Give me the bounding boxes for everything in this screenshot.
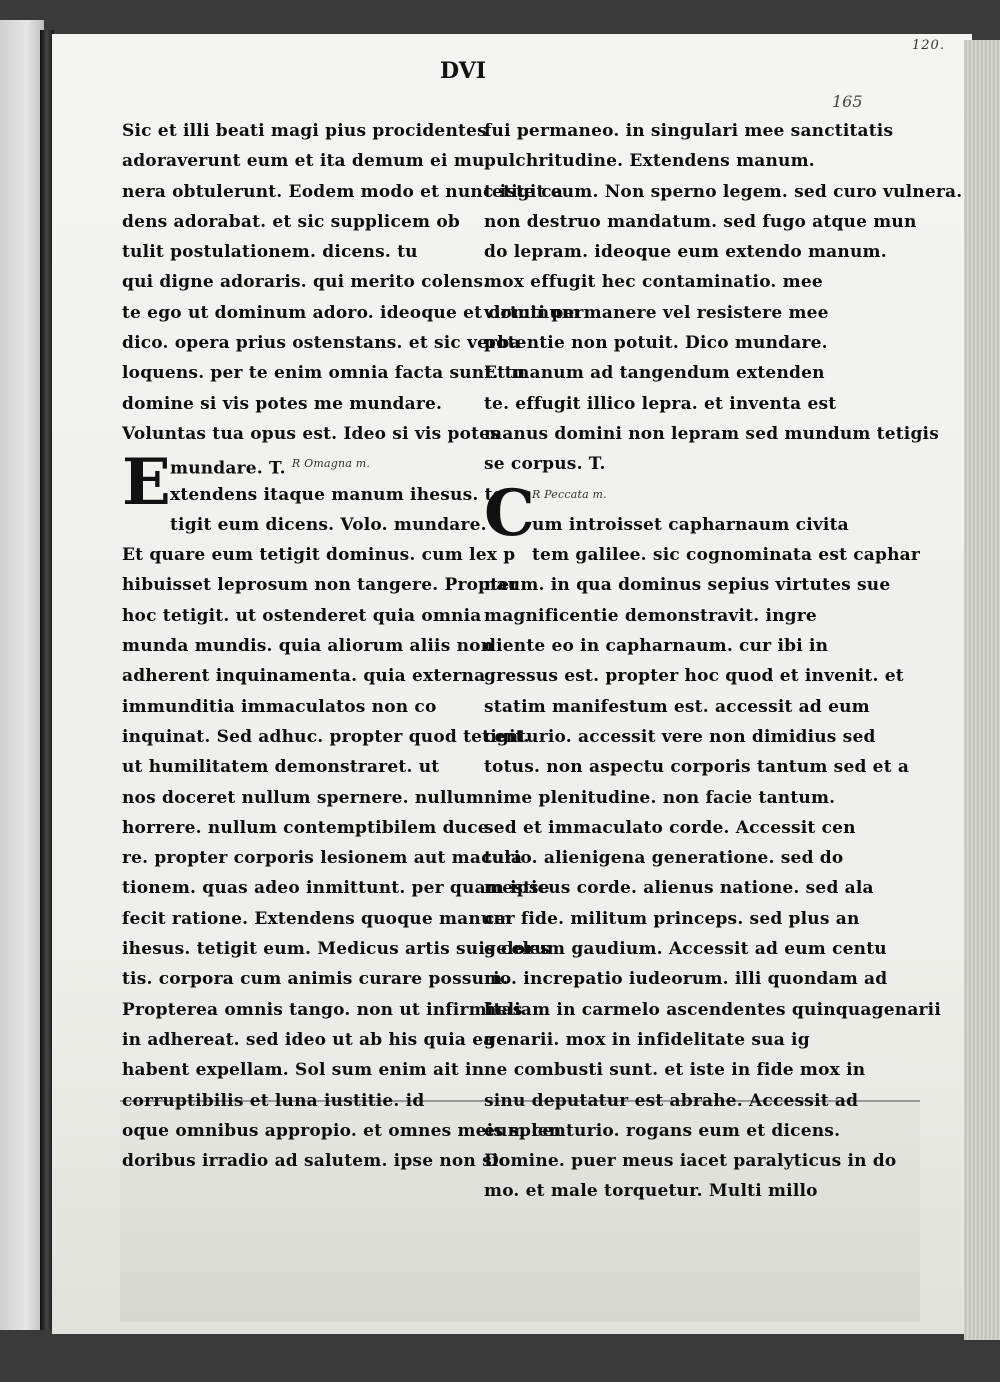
text-line: mo. et male torquetur. Multi millo bbox=[484, 1181, 818, 1202]
text-line: pulchritudine. Extendens manum. bbox=[484, 151, 815, 172]
text-line: sinu deputatur est abrahe. Accessit ad bbox=[484, 1090, 859, 1111]
text-line: oque omnibus appropio. et omnes meis splen bbox=[122, 1120, 562, 1141]
rubric-note: R Omagna m. bbox=[291, 457, 371, 471]
text-line: domine si vis potes me mundare. bbox=[122, 393, 443, 414]
text-line: xtendens itaque manum ihesus. te bbox=[170, 484, 504, 505]
text-line: do lepram. ideoque eum extendo manum. bbox=[484, 242, 887, 263]
initial-line-text: mundare. T. bbox=[170, 458, 286, 479]
text-line: dens adorabat. et sic supplicem ob bbox=[122, 211, 460, 232]
text-line: tionem. quas adeo inmittunt. per quam ipse bbox=[122, 878, 550, 899]
text-line: munda mundis. quia aliorum aliis non bbox=[122, 636, 494, 657]
text-line: manus domini non lepram sed mundum tetigis bbox=[484, 423, 939, 444]
text-line: se corpus. T. bbox=[484, 454, 606, 475]
text-line: adoraverunt eum et ita demum ei mu bbox=[122, 151, 485, 172]
text-line: cer fide. militum princeps. sed plus an bbox=[484, 908, 860, 929]
fore-edge bbox=[964, 40, 1000, 1340]
text-line: doribus irradio ad salutem. ipse non sic bbox=[122, 1151, 510, 1172]
text-line: totus. non aspectu corporis tantum sed et a bbox=[484, 757, 910, 778]
text-line: hibuisset leprosum non tangere. Propter bbox=[122, 575, 519, 596]
text-line: genarii. mox in infidelitate sua ig bbox=[484, 1029, 810, 1050]
text-line: nera obtulerunt. Eodem modo et nunc iste ca bbox=[122, 181, 564, 202]
text-line: centurio. accessit vere non dimidius sed bbox=[484, 726, 876, 747]
text-line: um introisset capharnaum civita bbox=[532, 514, 849, 535]
text-line: fui permaneo. in singulari mee sanctitatis bbox=[484, 121, 894, 141]
text-line: te. effugit illico lepra. et inventa est bbox=[484, 393, 837, 414]
text-line: mox effugit hec contaminatio. mee bbox=[484, 272, 823, 293]
right-rubric-note: R Peccata m. bbox=[532, 487, 607, 501]
right-column bbox=[484, 116, 963, 1207]
text-line: re. propter corporis lesionem aut macula bbox=[122, 848, 523, 869]
text-line: tetigit eum. Non sperno legem. sed curo vulnera. bbox=[484, 181, 963, 202]
left-lines-top bbox=[122, 116, 581, 449]
text-line: ne combusti sunt. et iste in fide mox in bbox=[484, 1060, 866, 1081]
text-line: eum centurio. rogans eum et dicens. bbox=[484, 1120, 841, 1141]
text-line: heliam in carmelo ascendentes quinquagenarii bbox=[484, 999, 942, 1020]
decorated-initial-c: C bbox=[484, 475, 536, 551]
right-lines-bottom bbox=[484, 510, 942, 1207]
text-line: mesticus corde. alienus natione. sed ala bbox=[484, 878, 874, 899]
left-lines-bottom bbox=[122, 480, 562, 1177]
margin-note: 165 bbox=[832, 92, 863, 111]
text-line: Et quare eum tetigit dominus. cum lex p bbox=[122, 545, 516, 566]
text-line: rio. increpatio iudeorum. illi quondam ad bbox=[484, 969, 888, 990]
facing-page-edge bbox=[0, 20, 44, 1330]
text-line: te ego ut dominum adoro. ideoque et dominum bbox=[122, 302, 581, 323]
text-line: ut humilitatem demonstraret. ut bbox=[122, 757, 440, 778]
text-line: magnificentie demonstravit. ingre bbox=[484, 605, 817, 626]
text-line: virtuti permanere vel resistere mee bbox=[484, 302, 829, 323]
text-line: potentie non potuit. Dico mundare. bbox=[484, 333, 828, 354]
text-line: tem galilee. sic cognominata est caphar bbox=[532, 545, 921, 566]
text-line: adherent inquinamenta. quia externa bbox=[122, 666, 486, 687]
text-line: dico. opera prius ostenstans. et sic verba bbox=[122, 333, 521, 354]
text-line: tis. corpora cum animis curare possum. bbox=[122, 969, 509, 990]
text-line: immunditia immaculatos non co bbox=[122, 696, 437, 717]
right-lines-top bbox=[484, 116, 963, 480]
text-line: corruptibilis et luna iustitie. id bbox=[122, 1090, 425, 1111]
decorated-initial-e: E bbox=[122, 445, 171, 521]
text-line: naum. in qua dominus sepius virtutes sue bbox=[484, 575, 891, 596]
text-line: tigit eum dicens. Volo. mundare. bbox=[170, 514, 487, 535]
text-line: horrere. nullum contemptibilem duce bbox=[122, 817, 489, 838]
text-line: Voluntas tua opus est. Ideo si vis potes bbox=[122, 423, 500, 444]
text-line: non destruo mandatum. sed fugo atque mun bbox=[484, 211, 917, 232]
text-line: fecit ratione. Extendens quoque manum bbox=[122, 908, 512, 929]
text-line: inquinat. Sed adhuc. propter quod tetigit. bbox=[122, 726, 530, 747]
text-line: turio. alienigena generatione. sed do bbox=[484, 848, 844, 869]
text-line: Domine. puer meus iacet paralyticus in do bbox=[484, 1151, 897, 1172]
text-line: diente eo in capharnaum. cur ibi in bbox=[484, 636, 829, 657]
text-line: Et manum ad tangendum extenden bbox=[484, 363, 825, 384]
text-line: loquens. per te enim omnia facta sunt. tu bbox=[122, 363, 526, 384]
folio-number: 120. bbox=[912, 38, 945, 53]
text-line: nime plenitudine. non facie tantum. bbox=[484, 787, 836, 808]
text-line: qui digne adoraris. qui merito colens. bbox=[122, 272, 490, 293]
text-line: gressus est. propter hoc quod et invenit. et bbox=[484, 666, 904, 687]
text-line: Sic et illi beati magi pius procidentes bbox=[122, 121, 487, 141]
text-line: ihesus. tetigit eum. Medicus artis suis celes bbox=[122, 939, 550, 960]
text-line: nos doceret nullum spernere. nullum bbox=[122, 787, 485, 808]
text-line: sed et immaculato corde. Accessit cen bbox=[484, 817, 856, 838]
text-line: gelorum gaudium. Accessit ad eum centu bbox=[484, 939, 887, 960]
text-line: in adhereat. sed ideo ut ab his quia ea bbox=[122, 1029, 495, 1050]
running-head: DVI bbox=[440, 58, 487, 84]
text-line: statim manifestum est. accessit ad eum bbox=[484, 696, 870, 717]
text-line: tulit postulationem. dicens. tu bbox=[122, 242, 418, 263]
text-line: hoc tetigit. ut ostenderet quia omnia bbox=[122, 605, 482, 626]
text-line: Propterea omnis tango. non ut infirmitas bbox=[122, 999, 523, 1020]
text-line: habent expellam. Sol sum enim ait in bbox=[122, 1060, 485, 1081]
